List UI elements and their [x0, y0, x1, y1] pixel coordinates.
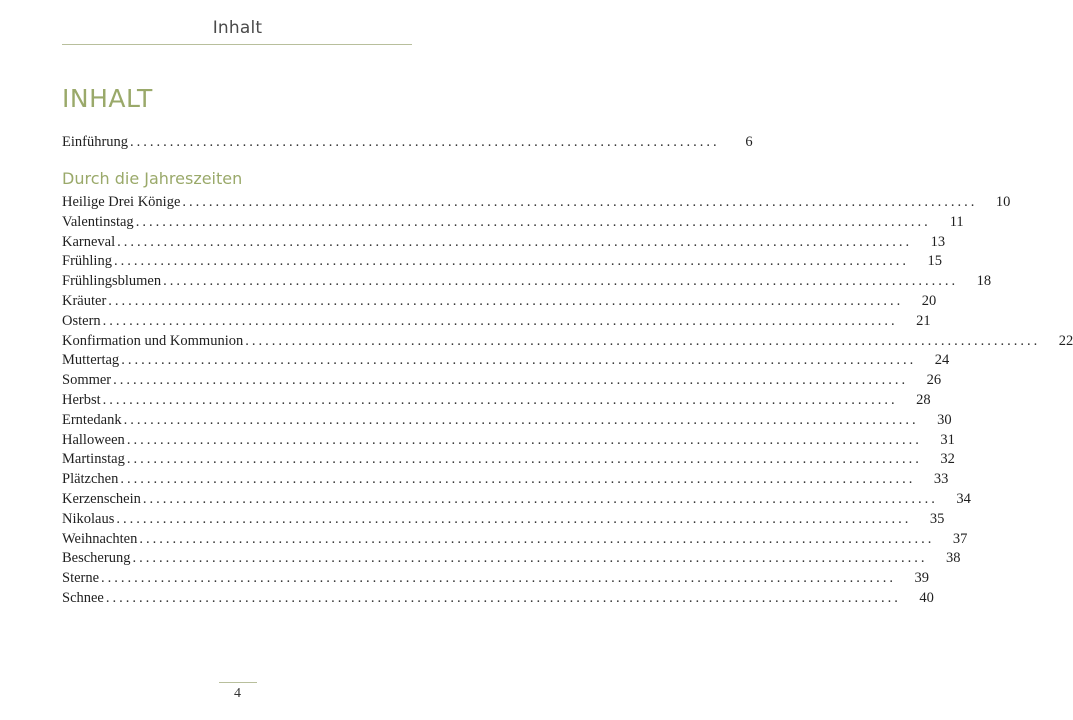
dot-leader: ........................................................................................................................ [126, 431, 922, 448]
running-head-title: Inhalt [212, 18, 263, 38]
dot-leader: ........................................................................................................................ [126, 451, 922, 468]
dot-leader: ........................................................................................................................ [117, 233, 913, 250]
toc-entry[interactable] [62, 430, 955, 450]
toc-entry-page: 11 [949, 213, 964, 230]
toc-entry[interactable] [62, 410, 952, 430]
toc-entry-page: 18 [976, 273, 992, 290]
toc-entry-title: Valentinstag [62, 213, 134, 230]
dot-leader: ........................................................................................................................ [245, 332, 1041, 349]
toc-entry[interactable] [62, 291, 937, 311]
toc-entry-title: Einführung [62, 134, 129, 150]
dot-leader: ........................................................................................................................ [135, 213, 931, 230]
toc-entry-title: Sommer [62, 372, 112, 389]
toc-entry-title: Halloween [62, 431, 125, 448]
dot-leader: ........................................................................................................................ [132, 550, 928, 567]
toc-entry[interactable] [62, 509, 945, 529]
toc-entry-page: 34 [956, 491, 971, 507]
toc-entry-page: 30 [937, 411, 952, 428]
toc-entry[interactable] [62, 449, 955, 469]
dot-leader: ........................................................................................................................ [105, 590, 901, 606]
toc-entry-page: 21 [916, 312, 931, 329]
dot-leader: ........................................................................................................................ [163, 273, 959, 290]
footer-divider [219, 682, 257, 683]
page-number: 4 [234, 686, 241, 701]
toc-entry-title: Kerzenschein [62, 491, 141, 507]
toc-entry-title: Erntedank [62, 411, 122, 428]
toc-entry[interactable] [62, 390, 931, 410]
toc-entry[interactable] [62, 251, 942, 271]
toc-entry[interactable] [62, 192, 1011, 212]
toc-heading: INHALT [62, 84, 153, 113]
toc-entry-title: Ostern [62, 312, 101, 329]
toc-entry-page: 37 [952, 530, 968, 547]
toc-entry-title: Schnee [62, 590, 104, 606]
dot-leader: ........................................................................................................................ [113, 372, 909, 389]
toc-entry[interactable] [62, 568, 930, 588]
toc-entry[interactable] [62, 311, 931, 331]
toc-entry-page: 39 [914, 570, 930, 587]
toc-entry[interactable] [62, 548, 961, 568]
toc-entry[interactable] [62, 232, 946, 252]
toc-entry-page: 40 [919, 590, 934, 606]
toc-entry-title: Frühlingsblumen [62, 273, 162, 290]
toc-entry-page: 35 [929, 510, 945, 527]
dot-leader: ........................................................................................................................ [102, 312, 898, 329]
toc-entry-page: 6 [745, 134, 753, 150]
toc-entry-title: Kräuter [62, 293, 107, 309]
toc-entry-page: 32 [940, 451, 955, 468]
toc-entry[interactable] [62, 271, 992, 291]
toc-entry[interactable] [62, 370, 942, 390]
toc-entry-page: 10 [995, 194, 1011, 210]
toc-entry[interactable] [62, 350, 950, 370]
toc-entry-title: Bescherung [62, 550, 131, 567]
dot-leader: ........................................................................................................................ [108, 293, 904, 309]
toc-entry-page: 20 [921, 293, 937, 309]
toc-entry-title: Konfirmation und Kommunion [62, 332, 244, 349]
dot-leader: ........................................................................................................................ [102, 392, 898, 408]
dot-leader: ........................................................................................................................ [113, 253, 909, 270]
dot-leader: ......................................................................................... [130, 134, 720, 150]
toc-entry-page: 38 [945, 550, 961, 567]
toc-entry[interactable] [62, 212, 964, 232]
toc-entry-title: Herbst [62, 392, 101, 408]
dot-leader: ........................................................................................................................ [116, 510, 912, 527]
toc-entry-title: Karneval [62, 233, 116, 250]
toc-entry-page: 13 [930, 233, 946, 250]
toc-entry-title: Heilige Drei Könige [62, 194, 181, 210]
dot-leader: ........................................................................................................................ [139, 530, 935, 547]
toc-entry-title: Frühling [62, 253, 112, 270]
toc-entry[interactable] [62, 469, 949, 489]
toc-entry-page: 26 [926, 372, 942, 389]
toc-entry-title: Muttertag [62, 352, 120, 369]
toc-entry-title: Weihnachten [62, 530, 138, 547]
toc-entry-page: 33 [933, 471, 949, 488]
toc-entry-page: 28 [916, 392, 931, 408]
toc-entry-title: Sterne [62, 570, 100, 587]
toc-entry-title: Nikolaus [62, 510, 115, 527]
toc-entry[interactable] [62, 529, 968, 549]
toc-entry-page: 31 [940, 431, 955, 448]
dot-leader: ........................................................................................................................ [182, 194, 978, 210]
dot-leader: ........................................................................................................................ [142, 491, 938, 507]
toc-entry[interactable] [62, 588, 934, 608]
toc-entry[interactable] [62, 331, 1073, 351]
toc-entry[interactable] [62, 489, 971, 509]
toc-entry-page: 24 [934, 352, 950, 369]
dot-leader: ........................................................................................................................ [121, 352, 917, 369]
toc-group-heading: Durch die Jahreszeiten [62, 169, 243, 188]
toc-entry-page: 15 [927, 253, 942, 270]
toc-entry-title: Martinstag [62, 451, 125, 468]
toc-entry-title: Plätzchen [62, 471, 119, 488]
toc-entry-page: 22 [1058, 332, 1073, 349]
toc-entry-intro[interactable] [62, 132, 753, 152]
dot-leader: ........................................................................................................................ [120, 471, 916, 488]
dot-leader: ........................................................................................................................ [123, 411, 919, 428]
header-divider [62, 44, 412, 45]
dot-leader: ........................................................................................................................ [101, 570, 897, 587]
